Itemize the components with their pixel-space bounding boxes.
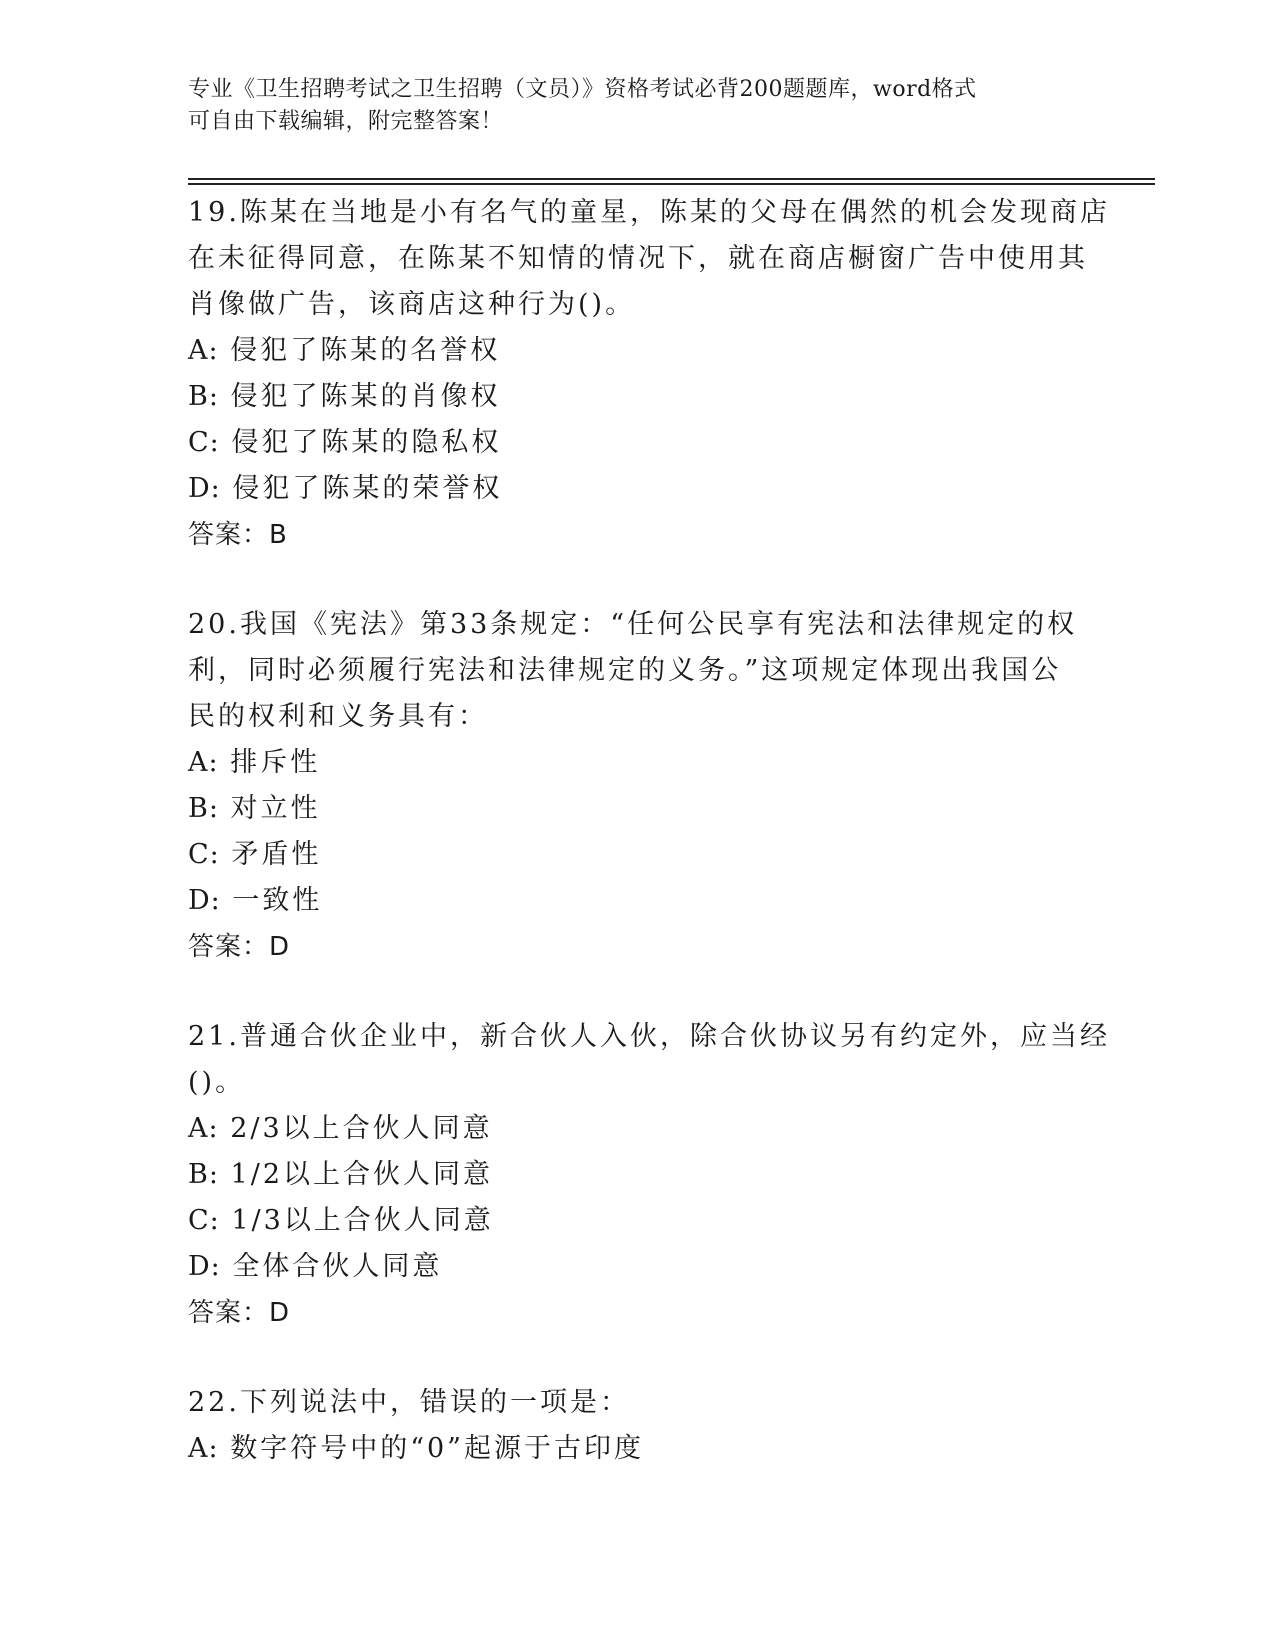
option-text: 数字符号中的“0”起源于古印度 [230, 1433, 644, 1464]
option-letter: A: [188, 747, 219, 778]
option-letter: B: [188, 793, 219, 824]
option-text: 1/2以上合伙人同意 [230, 1159, 493, 1190]
answer-line: 答案：D [188, 1298, 291, 1328]
option-letter: C: [188, 427, 220, 458]
question-20 [188, 602, 1088, 970]
option-b [188, 374, 1088, 420]
option-text: 排斥性 [230, 747, 321, 778]
question-21 [188, 1014, 1110, 1336]
option-text: 侵犯了陈某的荣誉权 [232, 473, 503, 504]
option-a [188, 1426, 1088, 1472]
option-letter: D: [188, 473, 221, 504]
question-list [188, 190, 1110, 1516]
option-letter: D: [188, 885, 221, 916]
option-letter: C: [188, 1205, 220, 1236]
question-stem-line: 在未征得同意，在陈某不知情的情况下，就在商店橱窗广告中使用其 [188, 243, 1088, 274]
option-text: 全体合伙人同意 [232, 1251, 443, 1282]
option-text: 2/3以上合伙人同意 [230, 1113, 493, 1144]
answer-line: 答案：B [188, 520, 288, 550]
option-c [188, 832, 1088, 878]
option-letter: A: [188, 1113, 219, 1144]
header-line-1: 专业《卫生招聘考试之卫生招聘（文员）》资格考试必背200题题库，word格式 [188, 77, 977, 102]
option-c [188, 420, 1088, 466]
question-stem-line: 民的权利和义务具有： [188, 701, 488, 732]
header-divider-bottom [188, 183, 1155, 185]
document-header [188, 74, 1068, 138]
question-22 [188, 1380, 1088, 1472]
option-text: 侵犯了陈某的名誉权 [230, 335, 501, 366]
option-text: 矛盾性 [231, 839, 322, 870]
option-text: 侵犯了陈某的肖像权 [230, 381, 501, 412]
option-a [188, 1106, 1088, 1152]
question-stem-line: 利，同时必须履行宪法和法律规定的义务。”这项规定体现出我国公 [188, 655, 1062, 686]
question-stem-line: 肖像做广告，该商店这种行为()。 [188, 289, 636, 320]
option-text: 1/3以上合伙人同意 [231, 1205, 494, 1236]
answer-line: 答案：D [188, 932, 291, 962]
option-a [188, 328, 1088, 374]
question-stem-line: ()。 [188, 1067, 246, 1098]
header-divider-top [188, 178, 1155, 180]
option-text: 侵犯了陈某的隐私权 [231, 427, 502, 458]
option-a [188, 740, 1088, 786]
option-letter: B: [188, 1159, 219, 1190]
option-d [188, 1244, 1088, 1290]
option-letter: B: [188, 381, 219, 412]
question-stem-line: 19.陈某在当地是小有名气的童星，陈某的父母在偶然的机会发现商店 [188, 197, 1110, 228]
question-stem-line: 20.我国《宪法》第33条规定：“任何公民享有宪法和法律规定的权 [188, 609, 1078, 640]
option-text: 一致性 [232, 885, 323, 916]
option-letter: D: [188, 1251, 221, 1282]
question-stem-line: 22.下列说法中，错误的一项是： [188, 1387, 630, 1418]
option-d [188, 878, 1088, 924]
header-line-2: 可自由下载编辑，附完整答案！ [188, 109, 504, 134]
option-c [188, 1198, 1088, 1244]
option-b [188, 786, 1088, 832]
option-letter: C: [188, 839, 220, 870]
question-stem-line: 21.普通合伙企业中，新合伙人入伙，除合伙协议另有约定外，应当经 [188, 1021, 1110, 1052]
question-19 [188, 190, 1110, 558]
option-b [188, 1152, 1088, 1198]
option-text: 对立性 [230, 793, 321, 824]
option-letter: A: [188, 335, 219, 366]
option-d [188, 466, 1088, 512]
option-letter: A: [188, 1433, 219, 1464]
